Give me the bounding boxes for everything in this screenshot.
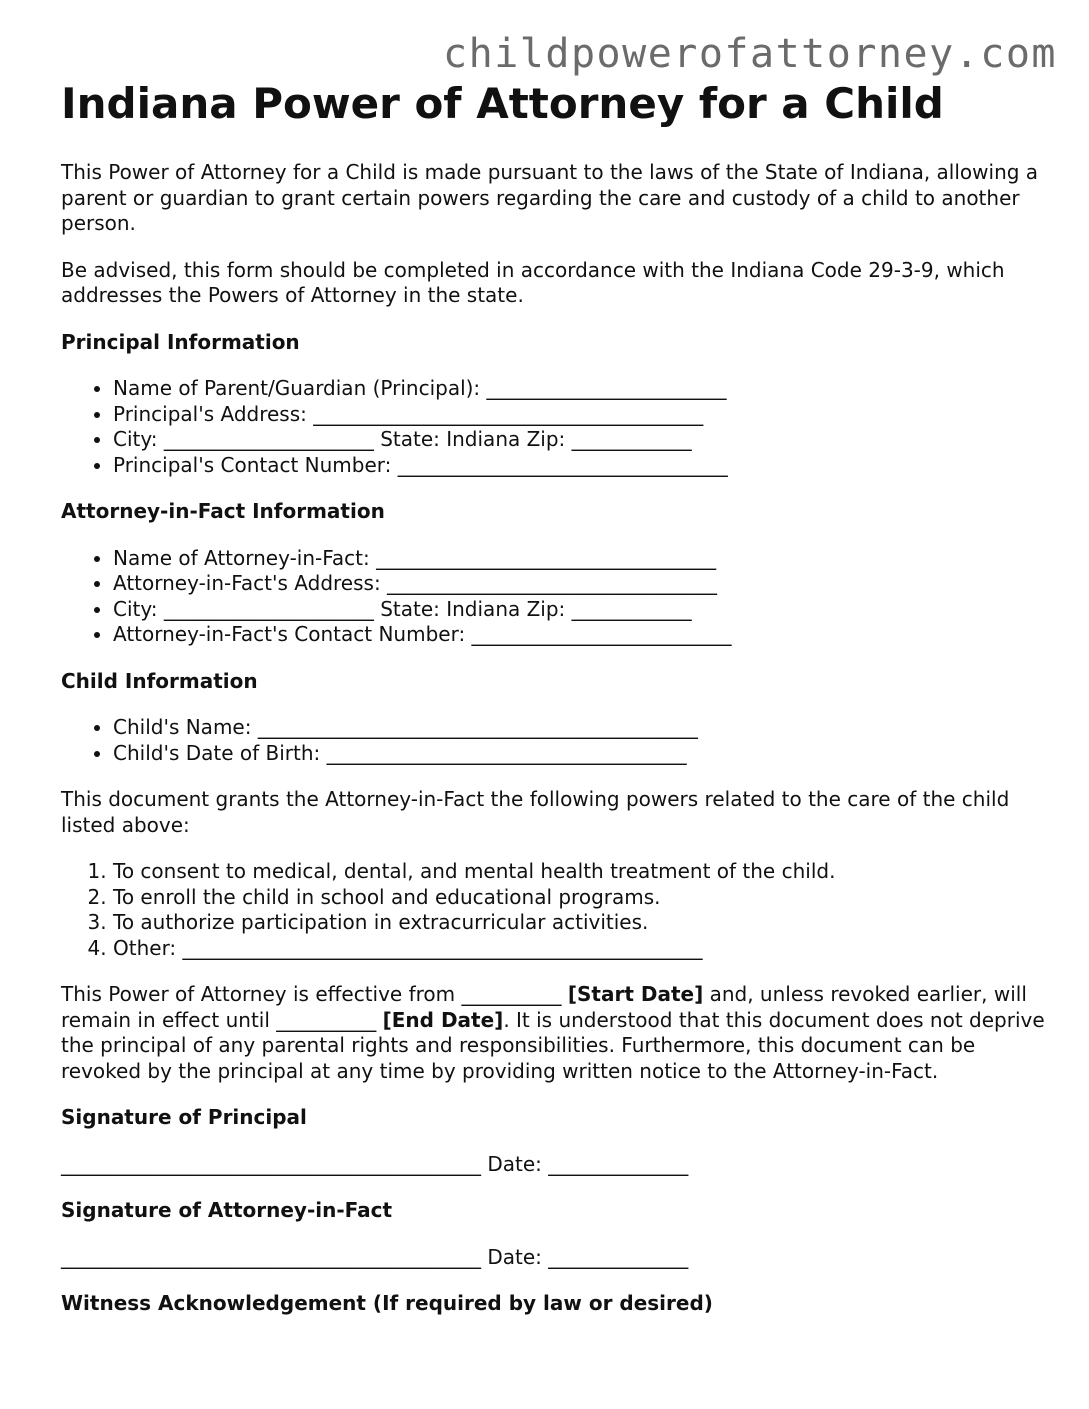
principal-heading: Principal Information [61,329,300,354]
principal-signature-heading: Signature of Principal [61,1105,307,1129]
attorney-contact-field: • Attorney-in-Fact's Contact Number: __________________________ [113,622,1051,648]
intro-paragraph: This Power of Attorney for a Child is made pursuant to the laws of the State of Indiana, allowing a parent or guardian to grant certain powers regarding the care and custody of a child to another person. [61,160,1039,235]
principal-fields [61,376,1051,478]
attorney-address-field: • Attorney-in-Fact's Address: _________________________________ [113,571,1051,597]
site-watermark: childpowerofattorney.com [443,31,1057,77]
effective-paragraph [61,982,1051,1084]
principal-name-field: • Name of Parent/Guardian (Principal): ________________________ [113,376,1051,402]
attorney-name-field: • Name of Attorney-in-Fact: __________________________________ [113,546,1051,572]
document-title: Indiana Power of Attorney for a Child [61,79,944,128]
principal-signature-line: __________________________________________ Date: ______________ [61,1151,689,1176]
effective-text-3: . It is understood that this document does not deprive the principal of any parental rights and responsibilities. Furthermore, this document can be revoked by the principal at any time by providing written notice to the Attorney-in-Fact. [61,1007,1045,1083]
principal-contact-field: • Principal's Contact Number: _________________________________ [113,453,1051,479]
power-item-school: 2. To enroll the child in school and educational programs. [113,885,1051,911]
powers-intro: This document grants the Attorney-in-Fact the following powers related to the care of the child listed above: [61,787,1010,837]
attorney-city-field: • City: _____________________ State: Indiana Zip: ____________ [113,597,1051,623]
child-name-field: • Child's Name: ____________________________________________ [113,715,1051,741]
document-page [61,78,1051,1317]
principal-address-field: • Principal's Address: _______________________________________ [113,402,1051,428]
attorney-heading: Attorney-in-Fact Information [61,499,385,523]
powers-list [61,859,1051,961]
power-item-medical: 1. To consent to medical, dental, and mental health treatment of the child. [113,859,1051,885]
principal-city-field: • City: _____________________ State: Indiana Zip: ____________ [113,427,1051,453]
child-fields [61,715,1051,766]
power-item-activities: 3. To authorize participation in extracurricular activities. [113,910,1051,936]
witness-heading: Witness Acknowledgement (If required by law or desired) [61,1291,713,1315]
effective-text-2: and, unless revoked earlier, will remain in effect until __________ [61,982,1027,1032]
effective-text-1: This Power of Attorney is effective from __________ [61,982,568,1006]
end-date-label: [End Date] [382,1007,504,1032]
attorney-signature-heading: Signature of Attorney-in-Fact [61,1198,393,1222]
advisory-paragraph: Be advised, this form should be completed in accordance with the Indiana Code 29-3-9, which addresses the Powers of Attorney in the state. [61,257,1005,307]
child-heading: Child Information [61,668,258,693]
child-dob-field: • Child's Date of Birth: ____________________________________ [113,741,1051,767]
attorney-fields [61,546,1051,648]
start-date-label: [Start Date] [567,982,704,1006]
attorney-signature-line: __________________________________________ Date: ______________ [61,1244,689,1269]
power-item-other: 4. Other: ____________________________________________________ [113,936,1051,962]
